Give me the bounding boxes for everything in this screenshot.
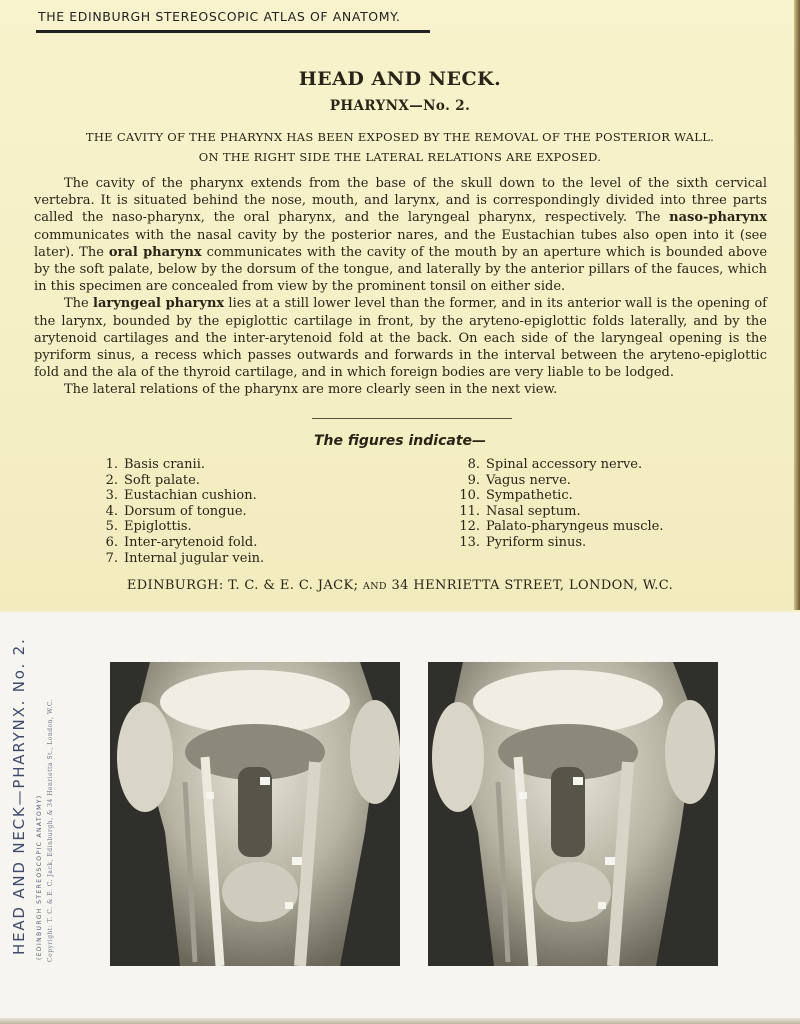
page-subtitle: PHARYNX—No. 2. [329,98,471,114]
legend-item: 9. Vagus nerve. [467,472,571,488]
description [34,175,767,399]
paragraph-3: The lateral relations of the pharynx are more clearly seen in the next view. [64,382,558,398]
stereo-photo-right [428,662,718,966]
legend-right [448,457,663,551]
card-vertical-title: HEAD AND NECK—PHARYNX. No. 2. [10,637,28,955]
legend-item: 8. Spinal accessory nerve. [467,457,643,472]
stereo-photo-left [110,662,400,966]
page-title: HEAD AND NECK. [298,68,502,90]
legend-item: 7. Internal jugular vein. [105,550,265,566]
caps-line-2: ON THE RIGHT SIDE THE LATERAL RELATIONS ARE EXPOSED. [198,150,602,164]
figures-heading: The figures indicate— [313,433,487,449]
paragraph-1: The cavity of the pharynx extends from the base of the skull down to the level of the sixth cervical vertebra. It is situated behind the nose, mouth, and larynx, and is correspondingly divided into three parts called the naso-pharynx, the oral pharynx, and the laryngeal pharynx, respectively. The naso-pharynx communicates with the nasal cavity by the posterior nares, and the Eustachian tubes also open into it (see later). The oral pharynx communicates with the cavity of the mouth by an aperture which is bounded above by the soft palate, below by the dorsum of the tongue, and laterally by the anterior pillars of the fauces, which in this specimen are concealed from view by the prominent tonsil on either side. [34,176,768,295]
card-bottom-edge [0,1018,800,1024]
legend-item: 5. Epiglottis. [105,519,192,535]
card-copyright: Copyright: T. C. & E. C. Jack, Edinburgh, & 34 Henrietta St., London, W.C. [47,698,54,962]
legend-item: 4. Dorsum of tongue. [105,503,247,519]
legend-item: 13. Pyriform sinus. [459,534,587,550]
paragraph-2: The laryngeal pharynx lies at a still lower level than the former, and in its anterior wall is the opening of the larynx, bounded by the epiglottic cartilage in front, by the aryteno-epiglottic folds laterally, and by the arytenoid cartilages and the inter-arytenoid fold at the back. On each side of the laryngeal opening is the pyriform sinus, a recess which passes outwards and forwards in the interval between the aryteno-epiglottic fold and the ala of the thyroid cartilage, and in which foreign bodies are very liable to be lodged. [34,296,767,381]
legend-left [86,457,264,566]
legend-item: 1. Basis cranii. [105,457,206,472]
legend-item: 12. Palato-pharyngeus muscle. [459,519,664,535]
legend-item: 10. Sympathetic. [459,488,573,504]
header-rule [36,30,430,33]
legend-item: 6. Inter-arytenoid fold. [105,534,258,550]
atlas-title: THE EDINBURGH STEREOSCOPIC ATLAS OF ANATOMY. [38,9,401,24]
caps-line-1: THE CAVITY OF THE PHARYNX HAS BEEN EXPOSED BY THE REMOVAL OF THE POSTERIOR WALL. [85,130,715,144]
legend-item: 2. Soft palate. [105,472,200,488]
page-edge [794,0,800,610]
figures-rule [312,418,512,419]
legend-item: 3. Eustachian cushion. [105,488,257,504]
card-series-label: (EDINBURGH STEREOSCOPIC ANATOMY) [36,794,43,960]
legend-item: 11. Nasal septum. [459,503,581,519]
publisher-line: EDINBURGH: T. C. & E. C. JACK; AND 34 HENRIETTA STREET, LONDON, W.C. [126,578,674,593]
